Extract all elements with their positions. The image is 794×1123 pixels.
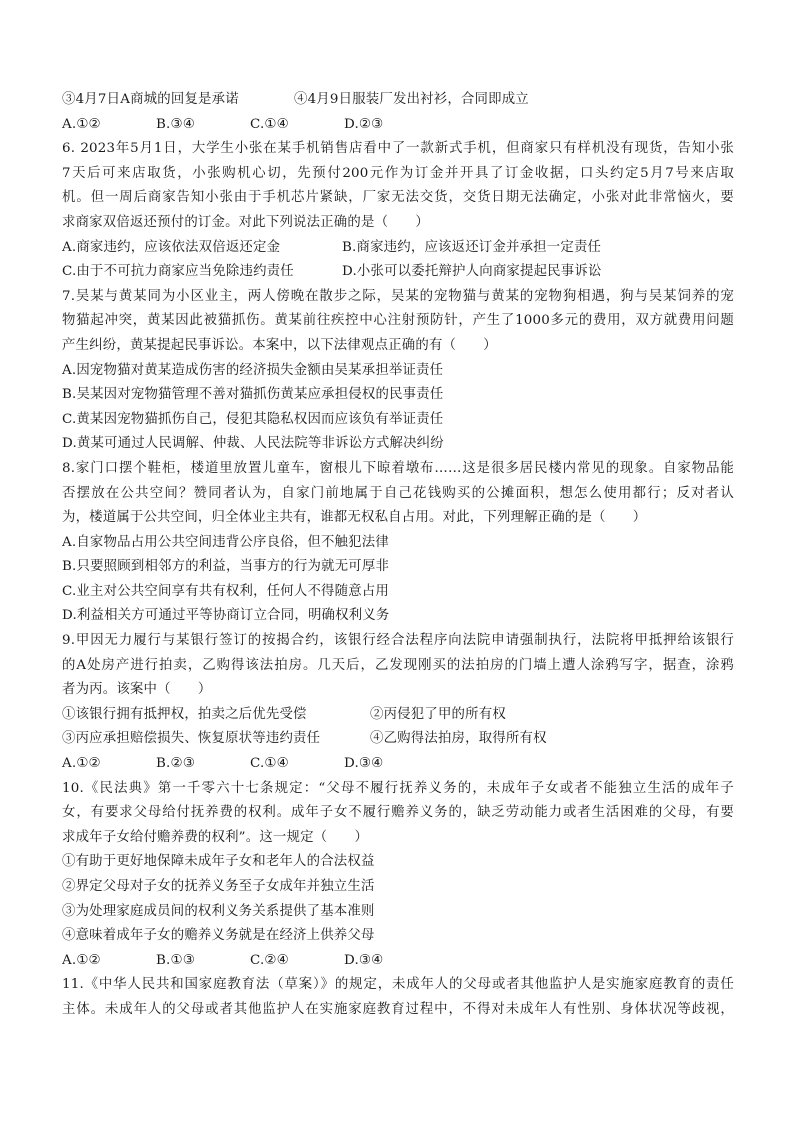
question-stem-line: 7天后可来店取货，小张购机心切，先预付200元作为订金并开具了订金收据，口头约定5月7号来店取 (62, 165, 734, 181)
question-stem-line: 6. 2023年5月1日，大学生小张在某手机销售店看中了一款新式手机，但商家只有样机没有现货，告知小张 (62, 141, 734, 157)
statement-3: ③丙应承担赔偿损失、恢复原状等违约责任 (62, 731, 321, 747)
question-stem-line: 者为丙。该案中（ ） (62, 682, 212, 698)
statement-3: ③为处理家庭成员间的权利义务关系提供了基本准则 (62, 903, 375, 919)
option-d: D.利益相关方可通过平等协商订立合同，明确权利义务 (62, 608, 390, 624)
statement-2: ②丙侵犯了甲的所有权 (370, 706, 506, 722)
answer-option-b: B.①③ (156, 952, 195, 968)
answer-option-c: C.①④ (250, 116, 289, 132)
q5-item-4: ④4月9日服装厂发出衬衫，合同即成立 (294, 92, 529, 107)
option-c: C.黄某因宠物猫抓伤自己，侵犯其隐私权因而应该负有举证责任 (62, 411, 444, 427)
answer-option-c: C.①④ (250, 756, 289, 772)
answer-option-a: A.①② (62, 116, 101, 132)
q5-answer-row (62, 113, 734, 138)
option-b: B.只要照顾到相邻方的利益，当事方的行为就无可厚非 (62, 559, 390, 575)
question-11 (62, 973, 734, 1022)
question-stem-line: 的A处房产进行拍卖，乙购得该法拍房。几天后，乙发现刚买的法拍房的门墙上遭人涂鸦写字，据查，涂鸦 (62, 657, 734, 673)
option-b: B.吴某因对宠物猫管理不善对猫抓伤黄某应承担侵权的民事责任 (62, 387, 444, 403)
answer-option-b: B.③④ (156, 116, 195, 132)
options-row (62, 260, 734, 285)
answers-row (62, 752, 734, 777)
question-stem-line: 求商家双倍返还预付的订金。对此下列说法正确的是（ ） (62, 214, 429, 230)
q5-item-3: ③4月7日A商城的回复是承诺 (62, 92, 239, 107)
question-stem-line: 主体。未成年人的父母或者其他监护人在实施家庭教育过程中，不得对未成年人有性别、身体状况等歧视， (62, 1001, 734, 1017)
answer-option-d: D.③④ (344, 952, 384, 968)
option-a: A.因宠物猫对黄某造成伤害的经济损失金额由吴某承担举证责任 (62, 362, 444, 378)
question-stem-line: 11.《中华人民共和国家庭教育法（草案）》的规定，未成年人的父母或者其他监护人是实施家庭教育的责任 (62, 977, 734, 993)
answer-option-d: D.③④ (344, 756, 384, 772)
statement-1: ①有助于更好地保障未成年子女和老年人的合法权益 (62, 854, 375, 870)
exam-page (62, 88, 734, 1023)
option-a: A.自家物品占用公共空间违背公序良俗，但不触犯法律 (62, 534, 389, 550)
statement-1: ①该银行拥有抵押权，拍卖之后优先受偿 (62, 706, 307, 722)
question-stem-line: 产生纠纷，黄某提起民事诉讼。本案中，以下法律观点正确的有（ ） (62, 337, 497, 353)
question-stem-line: 否摆放在公共空间？赞同者认为，自家门前地属于自己花钱购买的公摊面积，想怎么使用都行；反对者认 (62, 485, 734, 501)
option-d: D.黄某可通过人民调解、仲裁、人民法院等非诉讼方式解决纠纷 (62, 436, 444, 452)
statement-4: ④乙购得法拍房，取得所有权 (370, 731, 547, 747)
items-row (62, 703, 734, 728)
question-stem-line: 8.家门口摆个鞋柜，楼道里放置儿童车，窗根儿下晾着墩布……这是很多居民楼内常见的现象。自家物品能 (62, 460, 734, 476)
answers-row (62, 949, 734, 974)
answer-option-a: A.①② (62, 952, 101, 968)
question-10 (62, 777, 734, 974)
options-row (62, 236, 734, 261)
question-stem-line: 7.吴某与黄某同为小区业主，两人傍晚在散步之际，吴某的宠物猫与黄某的宠物狗相遇，狗与吴某饲养的宠 (62, 288, 734, 304)
answer-option-b: B.②③ (156, 756, 195, 772)
question-stem-line: 女，有要求父母给付抚养费的权利。成年子女不履行赡养义务的，缺乏劳动能力或者生活困难的父母，有要 (62, 805, 734, 821)
question-stem-line: 机。但一周后商家告知小张由于手机芯片紧缺，厂家无法交货，交货日期无法确定，小张对此非常恼火，要 (62, 190, 734, 206)
question-stem-line: 10.《民法典》第一千零六十七条规定：“父母不履行抚养义务的，未成年子女或者不能独立生活的成年子 (62, 780, 734, 796)
option-b: B.商家违约，应该返还订金并承担一定责任 (342, 239, 602, 255)
question-8 (62, 457, 734, 629)
question-stem-line: 9.甲因无力履行与某银行签订的按揭合约，该银行经合法程序向法院申请强制执行，法院将甲抵押给该银行 (62, 633, 734, 649)
q5-items-row (62, 88, 734, 113)
question-stem-line: 为，楼道属于公共空间，归全体业主共有，谁都无权私自占用。对此，下列理解正确的是（ ） (62, 510, 647, 526)
answer-option-d: D.②③ (344, 116, 384, 132)
question-stem-line: 物猫起冲突，黄某因此被猫抓伤。黄某前往疾控中心注射预防针，产生了1000多元的费用，双方就费用问题 (62, 313, 734, 329)
option-c: C.业主对公共空间享有共有权利，任何人不得随意占用 (62, 583, 390, 599)
option-d: D.小张可以委托辩护人向商家提起民事诉讼 (342, 264, 602, 280)
items-row (62, 727, 734, 752)
answer-option-c: C.②④ (250, 952, 289, 968)
question-stem-line: 求成年子女给付赡养费的权利”。这一规定（ ） (62, 829, 369, 845)
option-a: A.商家违约，应该依法双倍返还定金 (62, 239, 281, 255)
statement-2: ②界定父母对子女的抚养义务至子女成年并独立生活 (62, 879, 375, 894)
answer-option-a: A.①② (62, 756, 101, 772)
question-6 (62, 137, 734, 285)
option-c: C.由于不可抗力商家应当免除违约责任 (62, 264, 294, 280)
question-7 (62, 285, 734, 457)
statement-4: ④意味着成年子女的赡养义务就是在经济上供养父母 (62, 928, 375, 944)
question-9 (62, 629, 734, 777)
